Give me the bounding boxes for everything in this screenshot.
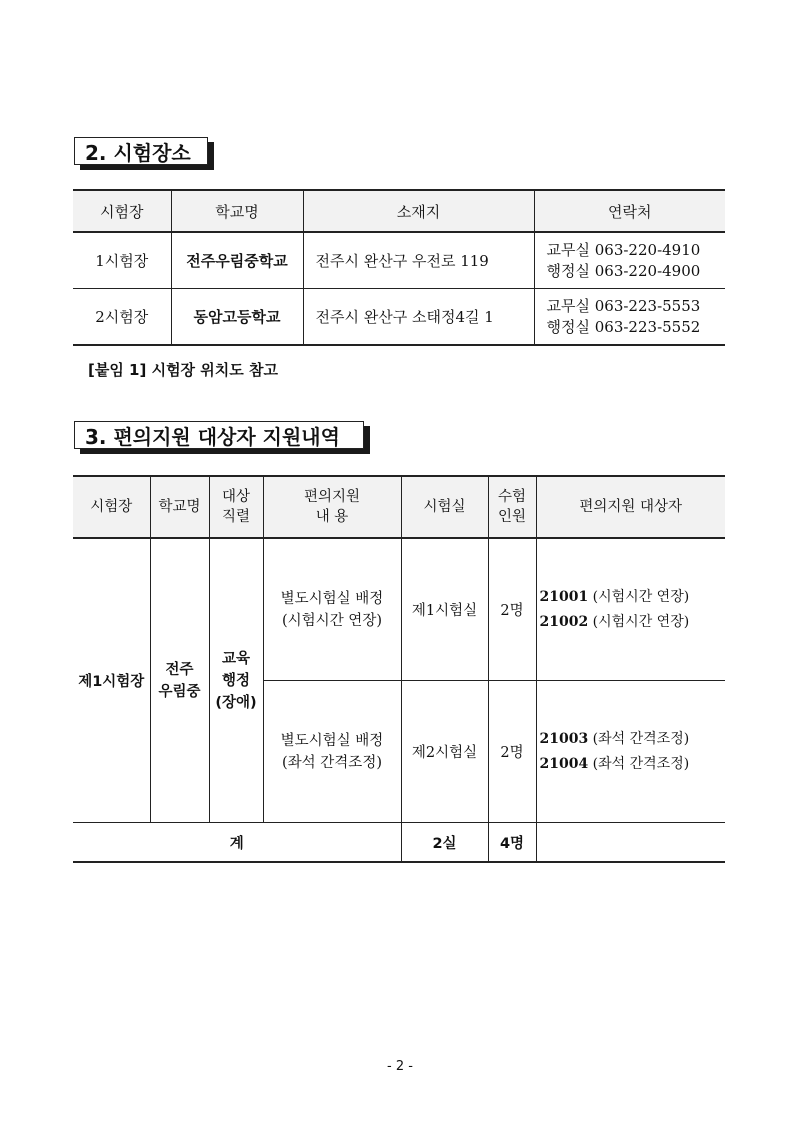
header-venue: 시험장 [73, 190, 171, 232]
venue-table-header [73, 190, 725, 232]
header-venue: 시험장 [73, 476, 150, 538]
header-job [209, 476, 263, 538]
header-job-line: 대상 [221, 489, 250, 505]
contact-office: 교무실 063-223-5553 [546, 296, 701, 315]
venue-cell: 제1시험장 [73, 538, 150, 823]
support-line: (시험시간 연장) [282, 612, 382, 629]
section-2-title [74, 137, 208, 165]
header-support [263, 476, 401, 538]
support-cell [263, 681, 401, 823]
address-cell: 전주시 완산구 우전로 119 [303, 232, 534, 289]
job-line: 교육 [221, 650, 250, 667]
target-note: (좌석 간격조정) [592, 755, 690, 772]
header-contact: 연락처 [534, 190, 725, 232]
target-entry [540, 610, 726, 635]
target-note: (시험시간 연장) [592, 588, 690, 605]
total-rooms: 2실 [401, 823, 488, 863]
target-id: 21003 [539, 730, 589, 747]
venue-cell: 2시험장 [73, 289, 171, 346]
total-row [73, 823, 725, 863]
count-cell: 2명 [488, 681, 536, 823]
table-row [73, 538, 725, 681]
header-school: 학교명 [150, 476, 209, 538]
header-support-line: 편의지원 [303, 489, 361, 505]
target-note: (좌석 간격조정) [592, 730, 690, 747]
contact-admin: 행정실 063-220-4900 [546, 261, 701, 280]
support-cell [263, 538, 401, 681]
school-cell: 전주우림중학교 [171, 232, 303, 289]
table-row [73, 289, 725, 346]
support-table-header [73, 476, 725, 538]
page-number: - 2 - [387, 1059, 413, 1074]
total-empty [536, 823, 725, 863]
count-cell: 2명 [488, 538, 536, 681]
job-line: 행정 [221, 672, 250, 689]
job-line: (장애) [215, 694, 257, 711]
header-room: 시험실 [401, 476, 488, 538]
targets-cell [536, 681, 725, 823]
school-line: 전주 [165, 661, 194, 678]
header-count [488, 476, 536, 538]
venue-cell: 1시험장 [73, 232, 171, 289]
target-entry [540, 752, 726, 777]
school-cell: 동암고등학교 [171, 289, 303, 346]
target-id: 21001 [539, 588, 589, 605]
support-line: (좌석 간격조정) [282, 754, 382, 771]
room-cell: 제1시험실 [401, 538, 488, 681]
support-line: 별도시험실 배정 [280, 732, 384, 749]
header-count-line: 수험 [497, 489, 526, 505]
school-line: 우림중 [158, 683, 201, 700]
target-id: 21004 [539, 755, 589, 772]
address-cell: 전주시 완산구 소태정4길 1 [303, 289, 534, 346]
target-entry [540, 585, 726, 610]
attachment-note: [붙임 1] 시험장 위치도 참고 [88, 361, 278, 379]
section-2-title-text: 2. 시험장소 [85, 140, 191, 165]
header-job-line: 직렬 [221, 509, 250, 525]
total-count: 4명 [488, 823, 536, 863]
support-line: 별도시험실 배정 [280, 590, 384, 607]
contact-cell [534, 289, 725, 346]
contact-admin: 행정실 063-223-5552 [546, 317, 701, 336]
header-targets: 편의지원 대상자 [536, 476, 725, 538]
job-cell [209, 538, 263, 823]
section-3-title [74, 421, 364, 449]
contact-office: 교무실 063-220-4910 [546, 240, 701, 259]
header-school: 학교명 [171, 190, 303, 232]
room-cell: 제2시험실 [401, 681, 488, 823]
target-note: (시험시간 연장) [592, 613, 690, 630]
header-address: 소재지 [303, 190, 534, 232]
school-cell [150, 538, 209, 823]
header-count-line: 인원 [497, 509, 526, 525]
target-id: 21002 [539, 613, 589, 630]
total-label: 계 [73, 823, 401, 863]
target-entry [540, 727, 726, 752]
targets-cell [536, 538, 725, 681]
contact-cell [534, 232, 725, 289]
table-row [73, 232, 725, 289]
section-3-title-text: 3. 편의지원 대상자 지원내역 [85, 424, 340, 449]
header-support-line: 내 용 [315, 509, 349, 525]
venue-table [73, 189, 725, 346]
support-table [73, 475, 725, 863]
